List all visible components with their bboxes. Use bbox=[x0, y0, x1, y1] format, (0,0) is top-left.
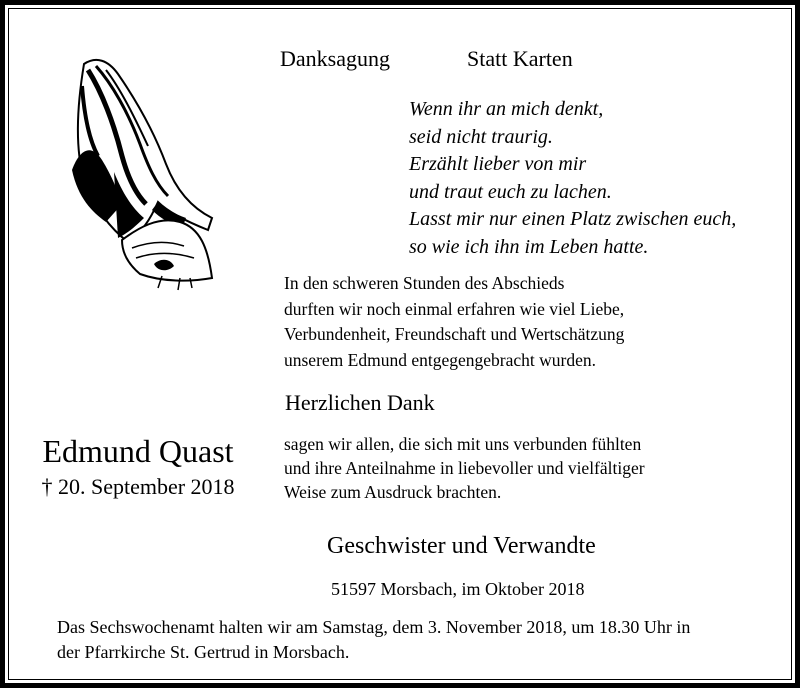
paragraph-line: durften wir noch einmal erfahren wie viel Liebe, bbox=[284, 298, 625, 319]
death-date: † 20. September 2018 bbox=[41, 474, 235, 499]
paragraph-line: Weise zum Ausdruck brachten. bbox=[284, 482, 502, 502]
service-line: Das Sechswochenamt halten wir am Samstag, dem 3. November 2018, um 18.30 Uhr in bbox=[57, 617, 691, 637]
thanks-heading: Herzlichen Dank bbox=[285, 390, 435, 415]
poem-line: Lasst mir nur einen Platz zwischen euch, bbox=[409, 208, 737, 230]
signature: Geschwister und Verwandte bbox=[327, 533, 596, 559]
header-statt-karten: Statt Karten bbox=[467, 46, 573, 71]
service-notice bbox=[57, 615, 690, 665]
paragraph-dank bbox=[284, 432, 645, 504]
poem-line: so wie ich ihn im Leben hatte. bbox=[409, 235, 649, 258]
paragraph-abschied bbox=[284, 271, 624, 373]
poem-line: Erzählt lieber von mir bbox=[409, 153, 587, 175]
deceased-name: Edmund Quast bbox=[42, 433, 234, 469]
paragraph-line: sagen wir allen, die sich mit uns verbunden fühlten bbox=[284, 434, 642, 454]
poem-line: seid nicht traurig. bbox=[409, 125, 553, 148]
service-line: der Pfarrkirche St. Gertrud in Morsbach. bbox=[57, 642, 350, 662]
place-date: 51597 Morsbach, im Oktober 2018 bbox=[331, 579, 585, 599]
poem-line: und traut euch zu lachen. bbox=[409, 180, 612, 203]
poem-line: Wenn ihr an mich denkt, bbox=[409, 98, 604, 120]
paragraph-line: unserem Edmund entgegengebracht wurden. bbox=[284, 349, 596, 370]
paragraph-line: Verbundenheit, Freundschaft und Wertschätzung bbox=[284, 324, 625, 344]
poem bbox=[409, 96, 736, 261]
paragraph-line: In den schweren Stunden des Abschieds bbox=[284, 273, 565, 293]
praying-hands-icon bbox=[62, 52, 222, 292]
paragraph-line: und ihre Anteilnahme in liebevoller und vielfältiger bbox=[284, 458, 645, 478]
header-danksagung: Danksagung bbox=[280, 46, 390, 71]
